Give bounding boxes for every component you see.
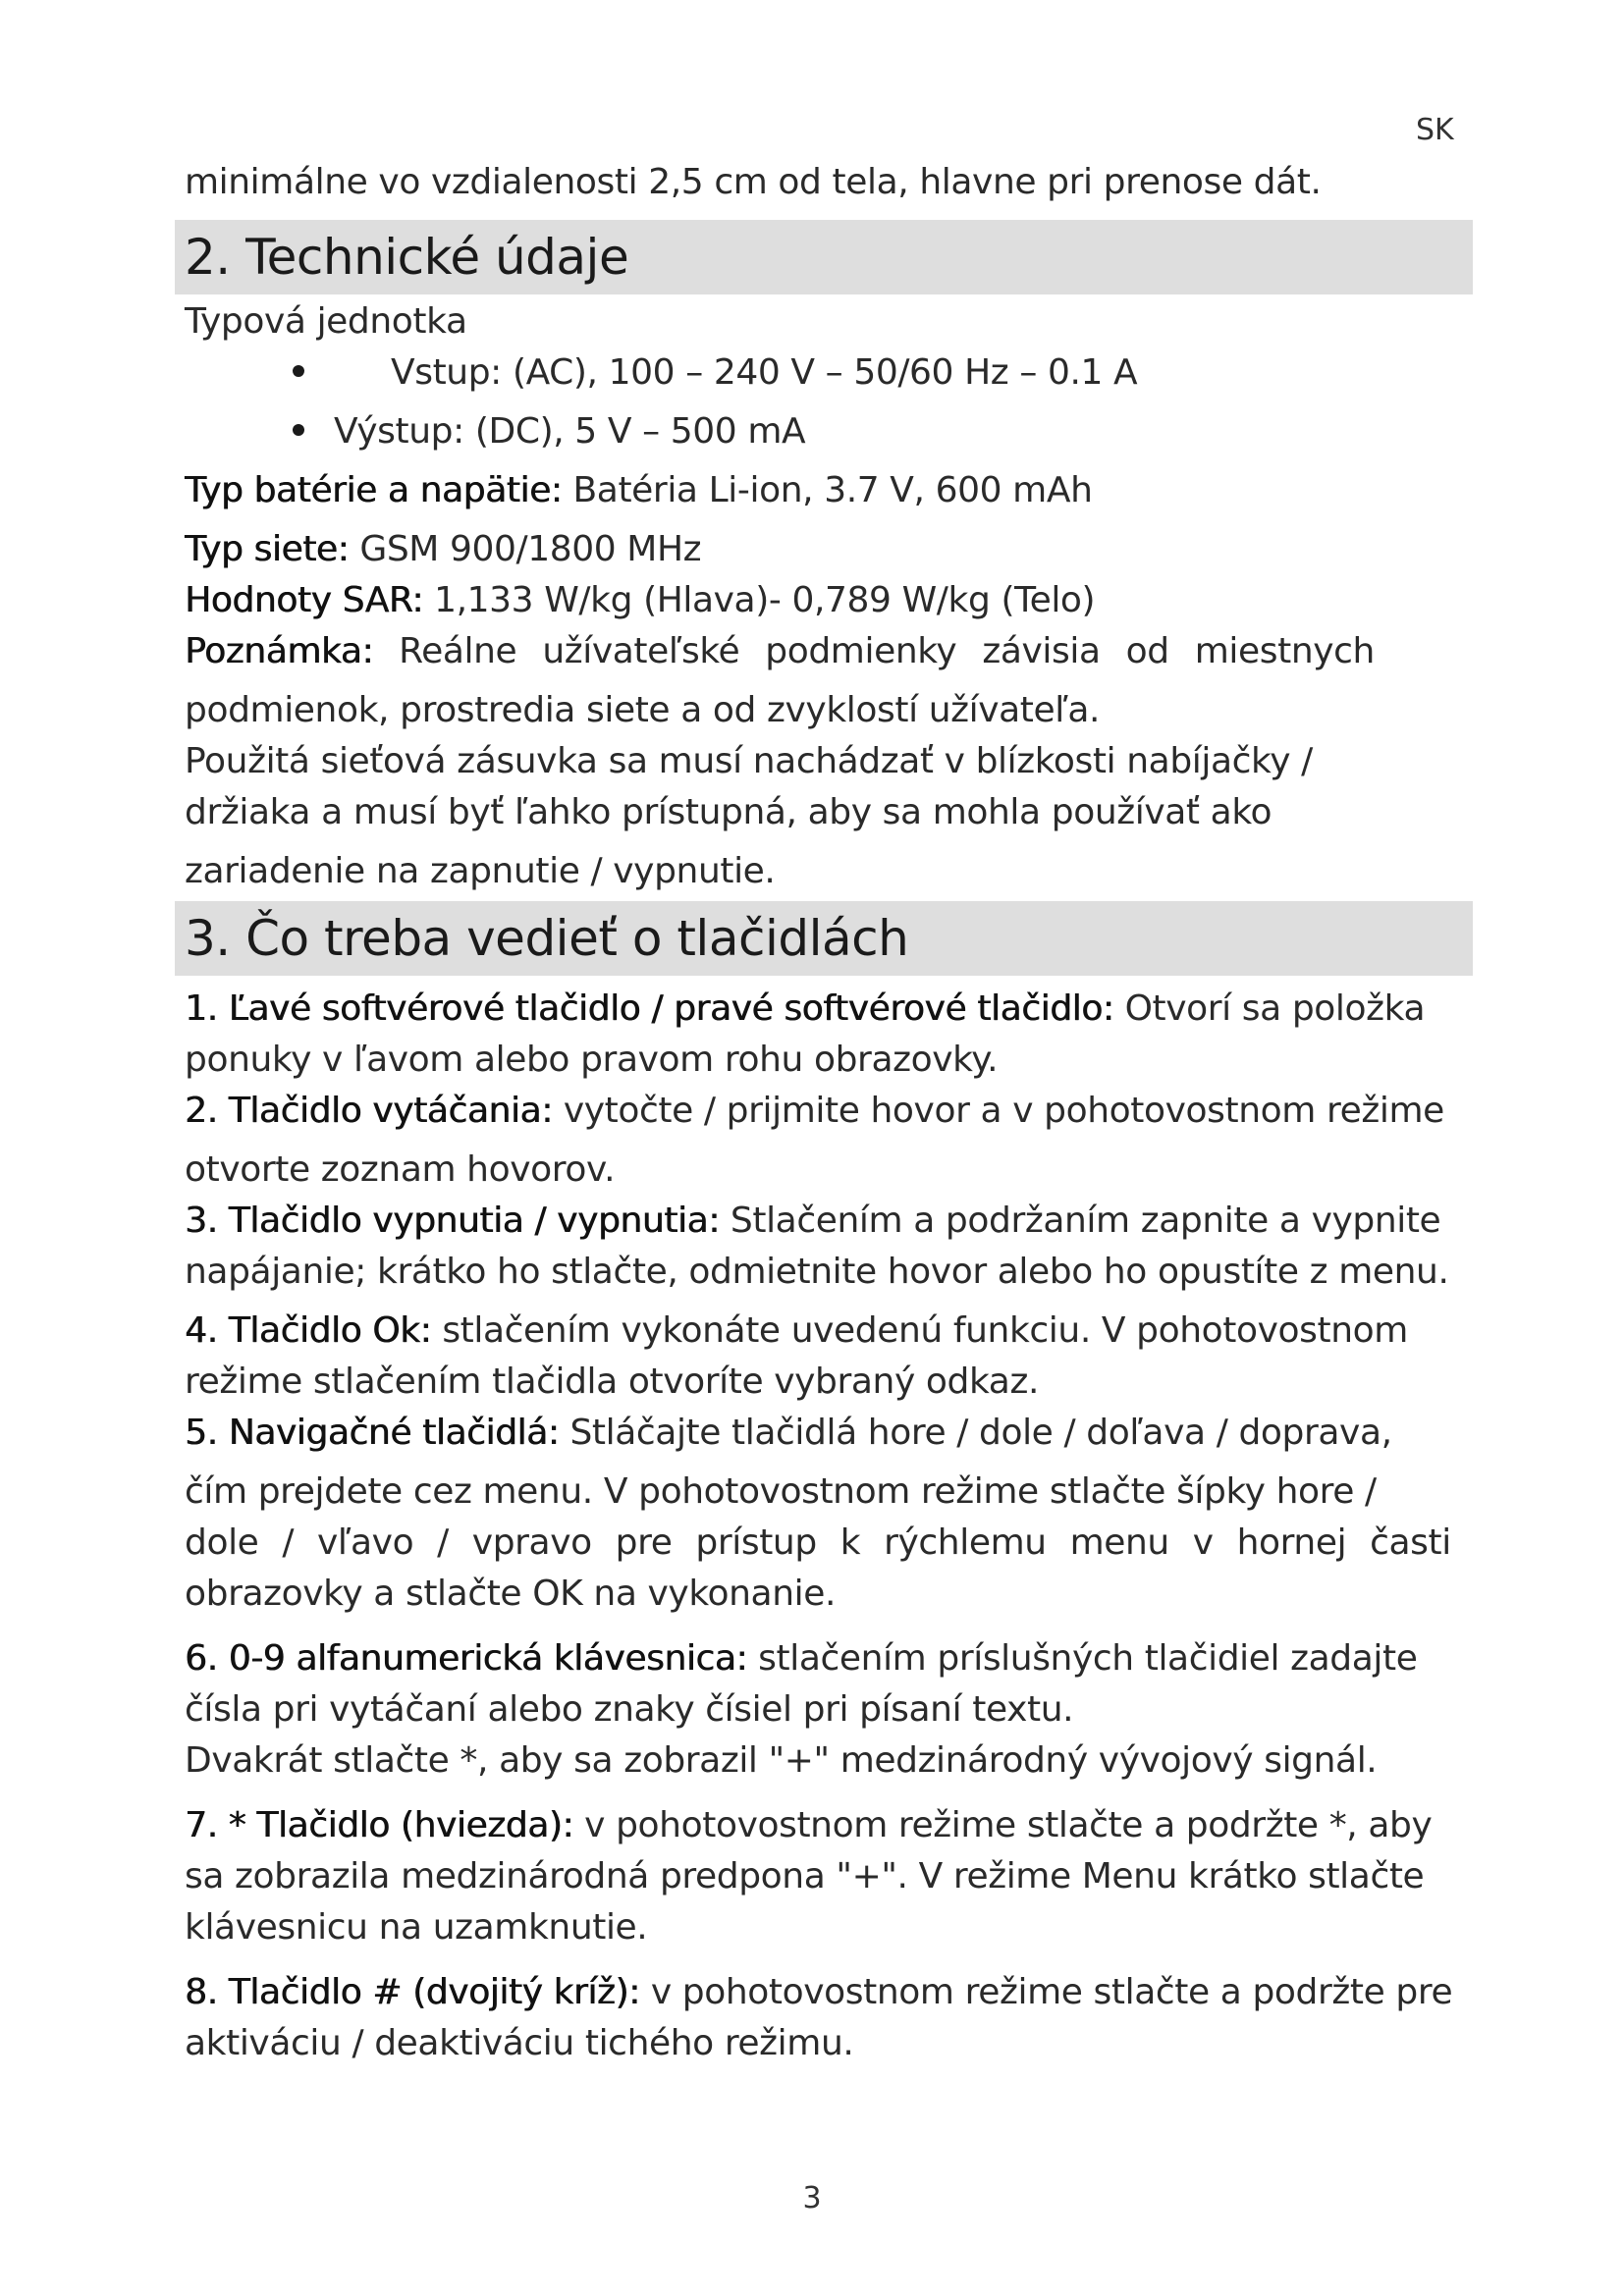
sar-label: Hodnoty SAR: [185, 580, 424, 620]
item-2: 2. Tlačidlo vytáčania: vytočte / prijmite hovor a v pohotovostnom režime [185, 1091, 1444, 1131]
bullet-text: Vstup: (AC), 100 – 240 V – 50/60 Hz – 0.1 A [391, 352, 1138, 393]
bullet-text: Výstup: (DC), 5 V – 500 mA [334, 411, 806, 452]
sar-value: 1,133 W/kg (Hlava)- 0,789 W/kg (Telo) [434, 580, 1096, 620]
bullet-item-input [185, 347, 1500, 399]
battery-value: Batéria Li-ion, 3.7 V, 600 mAh [572, 470, 1093, 510]
item-8: 8. Tlačidlo # (dvojitý kríž): v pohotovostnom režime stlačte a podržte pre [185, 1972, 1453, 2012]
network-value: GSM 900/1800 MHz [359, 529, 702, 569]
bullet-icon [293, 424, 304, 436]
page-number: 3 [802, 2181, 822, 2216]
battery-label: Typ batérie a napätie: [185, 470, 563, 510]
item-6-label: 6. 0-9 alfanumerická klávesnica: [185, 1638, 748, 1679]
item-6: 6. 0-9 alfanumerická klávesnica: stlačením príslušných tlačidiel zadajte [185, 1638, 1418, 1679]
socket-line-3: zariadenie na zapnutie / vypnutie. [185, 851, 776, 891]
item-1-label: 1. Ľavé softvérové tlačidlo / pravé softvérové tlačidlo: [185, 988, 1114, 1029]
item-5-line-4: obrazovky a stlačte OK na vykonanie. [185, 1574, 837, 1614]
bullet-icon [293, 365, 304, 377]
item-7-line-3: klávesnicu na uzamknutie. [185, 1907, 648, 1948]
item-5-line-3: dole / vľavo / vpravo pre prístup k rýchlemu menu v hornej časti [185, 1522, 1451, 1563]
item-6-line-3: Dvakrát stlačte *, aby sa zobrazil "+" medzinárodný vývojový signál. [185, 1740, 1378, 1781]
item-6-line-2: čísla pri vytáčaní alebo znaky čísiel pri písaní textu. [185, 1689, 1074, 1730]
language-code: SK [1416, 113, 1454, 147]
socket-line-2: držiaka a musí byť ľahko prístupná, aby sa mohla používať ako [185, 792, 1272, 832]
network-label: Typ siete: [185, 529, 350, 569]
item-7-line-2: sa zobrazila medzinárodná predpona "+". V režime Menu krátko stlačte [185, 1856, 1425, 1896]
item-5-line-2: čím prejdete cez menu. V pohotovostnom režime stlačte šípky hore / [185, 1471, 1377, 1512]
section-3-heading: 3. Čo treba vedieť o tlačidlách [175, 901, 1473, 976]
note-label: Poznámka: [185, 631, 374, 671]
section-2-heading: 2. Technické údaje [175, 220, 1473, 294]
item-3-line-2: napájanie; krátko ho stlačte, odmietnite hovor alebo ho opustíte z menu. [185, 1252, 1449, 1292]
network-spec [185, 524, 1500, 575]
item-4-line-2: režime stlačením tlačidla otvoríte vybraný odkaz. [185, 1362, 1040, 1402]
item-8-line-2: aktiváciu / deaktiváciu tichého režimu. [185, 2023, 854, 2063]
unit-label: Typová jednotka [185, 301, 467, 342]
item-4-label: 4. Tlačidlo Ok: [185, 1310, 432, 1351]
intro-text: minimálne vo vzdialenosti 2,5 cm od tela, hlavne pri prenose dát. [185, 162, 1322, 202]
bullet-item-output [185, 406, 1500, 457]
item-5: 5. Navigačné tlačidlá: Stláčajte tlačidlá hore / dole / doľava / doprava, [185, 1413, 1392, 1453]
page-content [185, 157, 1500, 2069]
item-1-line-2: ponuky v ľavom alebo pravom rohu obrazovky. [185, 1040, 999, 1080]
item-7-label: 7. * Tlačidlo (hviezda): [185, 1805, 574, 1845]
item-1: 1. Ľavé softvérové tlačidlo / pravé softvérové tlačidlo: Otvorí sa položka [185, 988, 1426, 1029]
socket-line-1: Použitá sieťová zásuvka sa musí nachádzať v blízkosti nabíjačky / [185, 741, 1313, 781]
item-7: 7. * Tlačidlo (hviezda): v pohotovostnom režime stlačte a podržte *, aby [185, 1805, 1433, 1845]
item-5-label: 5. Navigačné tlačidlá: [185, 1413, 560, 1453]
note-line-1: Poznámka: Reálne užívateľské podmienky závisia od miestnych [185, 626, 1375, 677]
item-2-label: 2. Tlačidlo vytáčania: [185, 1091, 553, 1131]
battery-spec [185, 465, 1500, 516]
sar-spec [185, 575, 1500, 626]
item-8-label: 8. Tlačidlo # (dvojitý kríž): [185, 1972, 640, 2012]
item-3: 3. Tlačidlo vypnutia / vypnutia: Stlačením a podržaním zapnite a vypnite [185, 1201, 1441, 1241]
item-4: 4. Tlačidlo Ok: stlačením vykonáte uvedenú funkciu. V pohotovostnom [185, 1310, 1408, 1351]
note-line-2: podmienok, prostredia siete a od zvyklostí užívateľa. [185, 690, 1101, 730]
item-3-label: 3. Tlačidlo vypnutia / vypnutia: [185, 1201, 720, 1241]
item-2-line-2: otvorte zoznam hovorov. [185, 1149, 616, 1190]
